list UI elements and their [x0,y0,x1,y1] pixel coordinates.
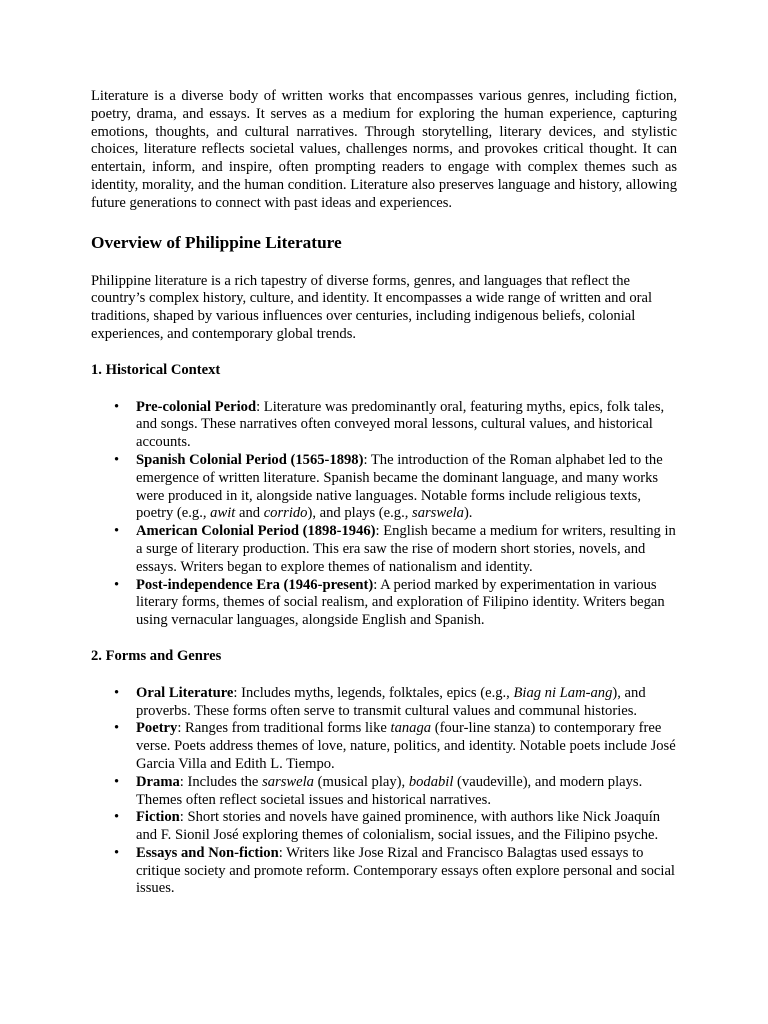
section-heading: 1. Historical Context [91,361,221,378]
italic-text: Biag ni Lam-ang [513,684,613,701]
bullet-icon: • [114,773,120,790]
bullet-icon: • [114,576,120,593]
italic-text: bodabil [408,773,454,790]
bullet-icon: • [114,523,120,540]
list-item [91,452,677,523]
list-item-term: American Colonial Period (1898-1946) [136,523,376,540]
list-item-term: Drama [136,773,180,790]
bullet-list [91,685,677,899]
list-item [91,720,677,773]
list-item-text: ), and proverbs. These forms often serve to transmit cultural values and communal histories. [136,684,646,719]
overview-paragraph: Philippine literature is a rich tapestry of diverse forms, genres, and languages that reflect the country’s complex history, culture, and identity. It encompasses a wide range of written and oral traditions, shaped by various influences over centuries, including indigenous beliefs, colonial experiences, and contemporary global trends. [91,272,653,342]
list-item-term: Oral Literature [136,684,234,701]
list-item-text: : Writers like Jose Rizal and Francisco Balagtas used essays to critique society and promote reform. Contemporary essays often explore personal and social issues. [136,844,675,897]
list-item-term: Essays and Non-fiction [136,844,279,861]
list-item [91,523,677,576]
bullet-icon: • [114,398,120,415]
list-item [91,685,677,721]
bullet-icon: • [114,451,120,468]
list-item-term: Fiction [136,809,180,826]
list-item [91,845,677,898]
list-item-text: : The introduction of the Roman alphabet led to the emergence of written literature. Spanish became the dominant language, and many works were produced in it, alongside native languages. Notable forms include religious texts, poetry (e.g., [136,451,663,522]
list-item-text: : Literature was predominantly oral, featuring myths, epics, folk tales, and songs. These narratives often conveyed moral lessons, cultural values, and historical accounts. [136,398,665,451]
list-item-text: (musical play), [313,773,409,790]
list-item-text: : Includes myths, legends, folktales, epics (e.g., [233,684,514,701]
list-item-text: : A period marked by experimentation in various literary forms, themes of social realism, and exploration of Filipino identity. Writers began using vernacular languages, alongside English and Spanish. [136,576,665,629]
italic-text: sarswela [412,505,464,522]
list-item-text: : English became a medium for writers, resulting in a surge of literary production. This era saw the rise of modern short stories, novels, and essays. Writers began to explore themes of nationalism and identity. [136,523,676,575]
bullet-icon: • [114,684,120,701]
list-item-text: (four-line stanza) to contemporary free verse. Poets address themes of love, nature, politics, and identity. Notable poets include José Garcia Villa and Edith L. Tiempo. [136,720,676,772]
list-item-term: Poetry [136,720,178,737]
bullet-icon: • [114,809,120,826]
list-item [91,809,677,845]
list-item-term: Post-independence Era (1946-present) [136,576,374,593]
list-item-text: : Includes the [179,773,263,790]
list-item-text: ). [463,505,473,522]
list-item-text: and [235,505,264,522]
overview-heading: Overview of Philippine Literature [91,232,342,252]
list-item-text: ), and plays (e.g., [307,505,413,522]
list-item-text: : Short stories and novels have gained prominence, with authors like Nick Joaquín and F. Sionil José exploring themes of colonialism, social issues, and the Filipino psyche. [136,809,661,844]
bullet-list [91,399,677,630]
list-item-text: (vaudeville), and modern plays. Themes often reflect societal issues and historical narratives. [136,773,643,808]
document-page [91,88,677,898]
list-item-term: Spanish Colonial Period (1565-1898) [136,451,364,468]
list-item [91,577,677,630]
intro-paragraph: Literature is a diverse body of written works that encompasses various genres, including fiction, poetry, drama, and essays. It serves as a medium for exploring the human experience, capturing emotions, thoughts, and cultural narratives. Through storytelling, literary devices, and stylistic choices, literature reflects societal values, challenges norms, and provokes critical thought. It can entertain, inform, and inspire, often prompting readers to engage with complex themes such as identity, morality, and the human condition. Literature also preserves language and history, allowing future generations to connect with past ideas and experiences. [91,88,677,211]
list-item [91,774,677,810]
section-historical-context [91,362,677,630]
list-item-term: Pre-colonial Period [136,398,257,415]
list-item [91,399,677,452]
italic-text: awit [210,505,236,522]
italic-text: corrido [263,505,308,522]
italic-text: tanaga [390,720,432,737]
list-item-text: : Ranges from traditional forms like [177,720,391,737]
italic-text: sarswela [262,773,314,790]
section-heading: 2. Forms and Genres [91,647,222,664]
section-forms-and-genres [91,648,677,898]
bullet-icon: • [114,720,120,737]
bullet-icon: • [114,844,120,861]
